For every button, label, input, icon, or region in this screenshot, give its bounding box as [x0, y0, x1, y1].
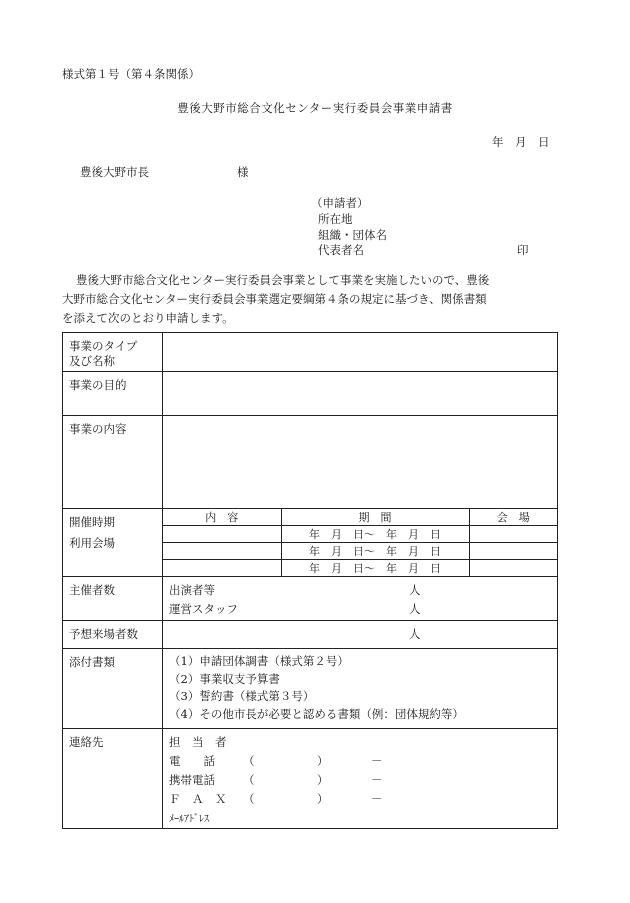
schedule-content-field[interactable] — [163, 526, 281, 543]
attachment-item: （3）誓約書（様式第３号） — [169, 689, 315, 703]
email-label: ﾒｰﾙｱﾄﾞﾚｽ — [169, 814, 209, 825]
intro-line: 大野市総合文化センター実行委員会事業選定要綱第４条の規定に基づき、関係書類 — [62, 292, 487, 306]
type-name-label: 事業のタイプ 及び名称 — [63, 333, 163, 372]
schedule-cell — [163, 509, 558, 577]
mobile-paren-close: ） — [317, 773, 329, 787]
intro-line: を添えて次のとおり申請します。 — [62, 311, 234, 325]
purpose-field[interactable] — [163, 372, 558, 416]
phone-row[interactable] — [169, 752, 557, 771]
mobile-dash: － — [371, 773, 383, 787]
attendance-field[interactable] — [163, 621, 558, 649]
addressee-suffix: 様 — [237, 165, 249, 179]
type-name-field[interactable] — [163, 333, 558, 372]
fax-paren-open: （ — [243, 792, 255, 806]
form-number: 様式第１号（第４条関係） — [62, 67, 200, 81]
content-label: 事業の内容 — [63, 416, 163, 509]
attachments-label: 添付書類 — [63, 649, 163, 729]
address-label: 所在地 — [318, 212, 353, 226]
fax-row[interactable] — [169, 790, 557, 809]
intro-paragraph — [62, 271, 562, 328]
mobile-paren-open: （ — [243, 773, 255, 787]
organizers-label: 主催者数 — [63, 577, 163, 621]
performers-row[interactable] — [169, 581, 557, 600]
period-venue-label: 開催時期 利用会場 — [63, 509, 163, 577]
mobile-label: 携帯電話 — [169, 773, 215, 787]
schedule-table — [163, 509, 557, 576]
mobile-row[interactable] — [169, 771, 557, 790]
schedule-venue-field[interactable] — [469, 526, 557, 543]
schedule-header-content: 内 容 — [163, 509, 281, 526]
addressee: 豊後大野市長 — [80, 165, 149, 179]
content-field[interactable] — [163, 416, 558, 509]
performers-label: 出演者等 — [169, 583, 215, 597]
schedule-venue-field[interactable] — [469, 543, 557, 560]
schedule-period-field[interactable]: 年 月 日～ 年 月 日 — [281, 543, 469, 560]
schedule-period-field[interactable]: 年 月 日～ 年 月 日 — [281, 560, 469, 577]
phone-paren-open: （ — [243, 754, 255, 768]
contact-label: 連絡先 — [63, 729, 163, 829]
organization-label: 組織・団体名 — [318, 228, 387, 242]
attachments-cell — [163, 649, 558, 729]
performers-unit: 人 — [409, 583, 421, 597]
fax-dash: － — [371, 792, 383, 806]
schedule-header-period: 期 間 — [281, 509, 469, 526]
schedule-period-field[interactable]: 年 月 日～ 年 月 日 — [281, 526, 469, 543]
applicant-label: （申請者） — [311, 196, 369, 210]
staff-row[interactable] — [169, 600, 557, 619]
organizers-cell — [163, 577, 558, 621]
schedule-content-field[interactable] — [163, 543, 281, 560]
attachment-item: （4）その他市長が必要と認める書類（例：団体規約等） — [169, 706, 464, 721]
attachment-item: （1）申請団体調書（様式第２号） — [169, 654, 349, 668]
purpose-label: 事業の目的 — [63, 372, 163, 416]
schedule-content-field[interactable] — [163, 560, 281, 577]
seal-mark: 印 — [517, 243, 529, 257]
attendance-unit: 人 — [409, 627, 421, 641]
staff-label: 運営スタッフ — [169, 602, 238, 616]
phone-dash: － — [371, 754, 383, 768]
contact-cell — [163, 729, 558, 829]
attachment-item: （2）事業収支予算書 — [169, 671, 280, 686]
fax-paren-close: ） — [317, 792, 329, 806]
representative-label: 代表者名 — [318, 243, 364, 257]
document-title: 豊後大野市総合文化センター実行委員会事業申請書 — [177, 101, 453, 115]
phone-paren-close: ） — [317, 754, 329, 768]
phone-label: 電 話 — [169, 754, 215, 768]
contact-person-label: 担 当 者 — [169, 735, 227, 749]
contact-person-row[interactable] — [169, 733, 557, 752]
schedule-header-venue: 会 場 — [469, 509, 557, 526]
staff-unit: 人 — [409, 602, 421, 616]
schedule-venue-field[interactable] — [469, 560, 557, 577]
intro-line: 豊後大野市総合文化センター実行委員会事業として事業を実施したいので、豊後 — [76, 273, 490, 287]
application-table — [62, 332, 558, 829]
attendance-label: 予想来場者数 — [63, 621, 163, 649]
email-row[interactable] — [169, 809, 557, 828]
date-line: 年 月 日 — [492, 135, 550, 149]
fax-label: Ｆ Ａ Ｘ — [169, 792, 227, 806]
